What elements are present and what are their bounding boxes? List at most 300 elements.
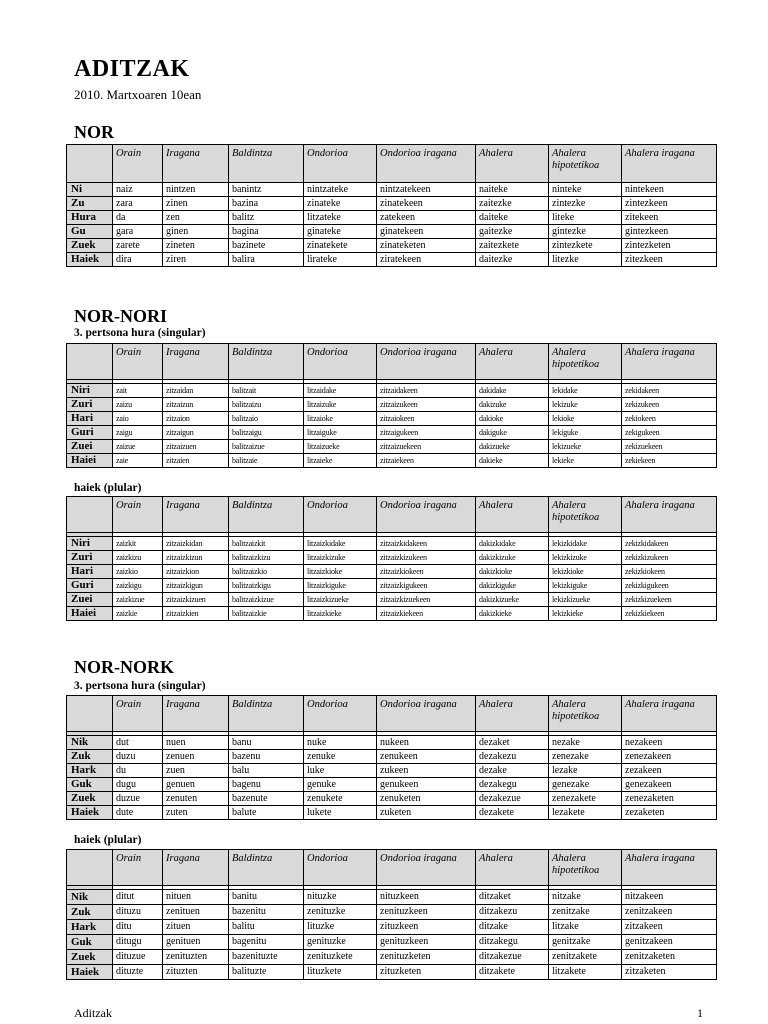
verb-form-cell: zitzaizuekeen [377, 440, 476, 454]
verb-form-cell: zitzaiokeen [377, 412, 476, 426]
verb-form-cell: zitzaigukeen [377, 426, 476, 440]
column-header: Iragana [163, 696, 229, 732]
verb-form-cell: ditzakegu [476, 935, 549, 950]
verb-form-cell: litzaizkizueke [304, 593, 377, 607]
verb-form-cell: balitzaizkigu [229, 579, 304, 593]
verb-form-cell: litzaizkizuke [304, 551, 377, 565]
verb-form-cell: dakizkieke [476, 607, 549, 621]
verb-form-cell: dakizkizuke [476, 551, 549, 565]
verb-form-cell: naiteke [476, 183, 549, 197]
verb-form-cell: gintezkeen [622, 225, 717, 239]
verb-form-cell: zekizkiokeen [622, 565, 717, 579]
verb-form-cell: nuen [163, 736, 229, 750]
verb-form-cell: zitezkeen [622, 253, 717, 267]
verb-form-cell: nukeen [377, 736, 476, 750]
verb-form-cell: zekizukeen [622, 398, 717, 412]
verb-form-cell: zenitzakeen [622, 905, 717, 920]
verb-form-cell: zintezkete [549, 239, 622, 253]
document-title: ADITZAK [74, 56, 190, 82]
verb-form-cell: dugu [113, 778, 163, 792]
column-header: Ondorioa [304, 344, 377, 380]
verb-form-cell: zitzaiekeen [377, 454, 476, 468]
column-header: Ahalera iragana [622, 497, 717, 533]
row-label: Zuei [67, 440, 113, 454]
column-header: Ondorioa iragana [377, 497, 476, 533]
column-header: Orain [113, 145, 163, 183]
table-row [67, 935, 717, 950]
verb-form-cell: litzaizkiguke [304, 579, 377, 593]
column-header: Baldintza [229, 850, 304, 886]
row-label: Zuk [67, 750, 113, 764]
verb-form-cell: zaitezkete [476, 239, 549, 253]
verb-form-cell: nuke [304, 736, 377, 750]
verb-form-cell: nitzakeen [622, 890, 717, 905]
column-header: Orain [113, 497, 163, 533]
verb-form-cell: zineten [163, 239, 229, 253]
verb-form-cell: bazenituzte [229, 950, 304, 965]
row-label: Ni [67, 183, 113, 197]
table-row [67, 565, 717, 579]
verb-form-cell: du [113, 764, 163, 778]
verb-form-cell: luke [304, 764, 377, 778]
table-row [67, 211, 717, 225]
verb-form-cell: daiteke [476, 211, 549, 225]
verb-form-cell: zen [163, 211, 229, 225]
verb-form-cell: zitzaizkion [163, 565, 229, 579]
verb-form-cell: zukeen [377, 764, 476, 778]
verb-form-cell: zenuketen [377, 792, 476, 806]
verb-form-cell: genitzakeen [622, 935, 717, 950]
verb-form-cell: lekizkizueke [549, 593, 622, 607]
verb-form-cell: balira [229, 253, 304, 267]
column-header: Ahalera [476, 497, 549, 533]
verb-form-cell: zekiekeen [622, 454, 717, 468]
table-row [67, 537, 717, 551]
row-label: Guri [67, 579, 113, 593]
verb-form-cell: nezakeen [622, 736, 717, 750]
column-header: Orain [113, 850, 163, 886]
verb-form-cell: zinatekete [304, 239, 377, 253]
verb-form-cell: zintezke [549, 197, 622, 211]
verb-form-cell: ditzaket [476, 890, 549, 905]
column-header: Orain [113, 344, 163, 380]
verb-form-cell: balituzte [229, 965, 304, 980]
verb-form-cell: dezakete [476, 806, 549, 820]
verb-form-cell: dezake [476, 764, 549, 778]
verb-form-cell: zitzaizuen [163, 440, 229, 454]
row-label: Zuek [67, 239, 113, 253]
table-row [67, 412, 717, 426]
label-nor-nork-singular: 3. pertsona hura (singular) [74, 680, 206, 692]
verb-form-cell: dezaket [476, 736, 549, 750]
verb-form-cell: dira [113, 253, 163, 267]
label-nor-nori-plural: haiek (plular) [74, 482, 142, 494]
verb-form-cell: zenezakeen [622, 750, 717, 764]
verb-form-cell: balitzaio [229, 412, 304, 426]
verb-form-cell: zinen [163, 197, 229, 211]
table-row [67, 197, 717, 211]
verb-form-cell: bagina [229, 225, 304, 239]
verb-form-cell: lekizkizuke [549, 551, 622, 565]
row-label: Gu [67, 225, 113, 239]
verb-form-cell: lekieke [549, 454, 622, 468]
row-label: Nik [67, 890, 113, 905]
verb-form-cell: zaitezke [476, 197, 549, 211]
footer-label: Aditzak [74, 1006, 112, 1020]
verb-form-cell: zenituen [163, 905, 229, 920]
label-nor-nori-singular: 3. pertsona hura (singular) [74, 327, 206, 339]
row-label: Zu [67, 197, 113, 211]
row-label: Guk [67, 778, 113, 792]
verb-form-cell: lekizueke [549, 440, 622, 454]
verb-form-cell: zenituzkeen [377, 905, 476, 920]
verb-form-cell: zintezketen [622, 239, 717, 253]
verb-form-cell: genezakeen [622, 778, 717, 792]
verb-form-cell: dakizkizueke [476, 593, 549, 607]
table-row [67, 225, 717, 239]
verb-form-cell: balute [229, 806, 304, 820]
verb-form-cell: genituzke [304, 935, 377, 950]
verb-form-cell: balitzaizkie [229, 607, 304, 621]
table-row [67, 398, 717, 412]
column-header: Ondorioa iragana [377, 145, 476, 183]
verb-form-cell: dituzu [113, 905, 163, 920]
section-heading-nor-nork: NOR-NORK [74, 657, 174, 677]
verb-form-cell: dakiguke [476, 426, 549, 440]
column-header: Iragana [163, 497, 229, 533]
verb-form-cell: da [113, 211, 163, 225]
table-row [67, 764, 717, 778]
verb-form-cell: bazenitu [229, 905, 304, 920]
verb-form-cell: bazenute [229, 792, 304, 806]
row-label: Zuei [67, 593, 113, 607]
verb-form-cell: zitzaizkiekeen [377, 607, 476, 621]
row-label: Hark [67, 764, 113, 778]
verb-form-cell: lekioke [549, 412, 622, 426]
verb-form-cell: zenitzakete [549, 950, 622, 965]
verb-form-cell: lirateke [304, 253, 377, 267]
column-header: Ahalera hipotetikoa [549, 344, 622, 380]
verb-form-cell: lekiguke [549, 426, 622, 440]
column-header: Ahalera iragana [622, 696, 717, 732]
verb-form-cell: banitu [229, 890, 304, 905]
verb-form-cell: dezakezue [476, 792, 549, 806]
verb-form-cell: genuen [163, 778, 229, 792]
verb-form-cell: dakieke [476, 454, 549, 468]
verb-form-cell: litzaizkioke [304, 565, 377, 579]
column-header: Baldintza [229, 344, 304, 380]
verb-form-cell: dezakegu [476, 778, 549, 792]
table-row [67, 778, 717, 792]
row-label: Zuek [67, 950, 113, 965]
table-row [67, 905, 717, 920]
table-nor [66, 144, 717, 267]
table-nor-nork-singular [66, 695, 717, 820]
section-heading-nor: NOR [74, 122, 114, 142]
verb-form-cell: zenezakete [549, 792, 622, 806]
verb-form-cell: zitzaizkizukeen [377, 551, 476, 565]
column-header: Ondorioa [304, 497, 377, 533]
row-label: Haiei [67, 454, 113, 468]
verb-form-cell: zitekeen [622, 211, 717, 225]
verb-form-cell: bazenu [229, 750, 304, 764]
verb-form-cell: ginen [163, 225, 229, 239]
verb-form-cell: zinateketen [377, 239, 476, 253]
table-row [67, 965, 717, 980]
row-label: Niri [67, 384, 113, 398]
verb-form-cell: zitzaizun [163, 398, 229, 412]
column-header: Ahalera hipotetikoa [549, 497, 622, 533]
verb-form-cell: zintezkeen [622, 197, 717, 211]
verb-form-cell: ditzake [476, 920, 549, 935]
verb-form-cell: genituen [163, 935, 229, 950]
row-label: Haiei [67, 607, 113, 621]
verb-form-cell: lezakete [549, 806, 622, 820]
row-label: Zuk [67, 905, 113, 920]
verb-form-cell: zatekeen [377, 211, 476, 225]
verb-form-cell: zekigukeen [622, 426, 717, 440]
verb-form-cell: dakizueke [476, 440, 549, 454]
verb-form-cell: zenezake [549, 750, 622, 764]
verb-form-cell: ditzakezue [476, 950, 549, 965]
header-corner [67, 344, 113, 380]
verb-form-cell: zitzaizukeen [377, 398, 476, 412]
verb-form-cell: lekizkieke [549, 607, 622, 621]
table-row [67, 239, 717, 253]
header-corner [67, 497, 113, 533]
column-header: Ondorioa [304, 696, 377, 732]
column-header: Baldintza [229, 145, 304, 183]
verb-form-cell: zituzketen [377, 965, 476, 980]
verb-form-cell: nintzateke [304, 183, 377, 197]
column-header: Ahalera [476, 850, 549, 886]
verb-form-cell: zitzaidakeen [377, 384, 476, 398]
verb-form-cell: ditugu [113, 935, 163, 950]
table-row [67, 579, 717, 593]
row-label: Haiek [67, 965, 113, 980]
verb-form-cell: zitzaidan [163, 384, 229, 398]
label-nor-nork-plural: haiek (plular) [74, 834, 142, 846]
verb-form-cell: balitzaizkit [229, 537, 304, 551]
row-label: Zuri [67, 398, 113, 412]
verb-form-cell: lekizkioke [549, 565, 622, 579]
row-label: Zuri [67, 551, 113, 565]
verb-form-cell: genuke [304, 778, 377, 792]
table-nor-nork-plural [66, 849, 717, 980]
verb-form-cell: zaizu [113, 398, 163, 412]
verb-form-cell: zaizkio [113, 565, 163, 579]
verb-form-cell: zinateke [304, 197, 377, 211]
column-header: Ondorioa iragana [377, 696, 476, 732]
table-row [67, 950, 717, 965]
verb-form-cell: zenuke [304, 750, 377, 764]
verb-form-cell: dut [113, 736, 163, 750]
verb-form-cell: lituzkete [304, 965, 377, 980]
verb-form-cell: litzake [549, 920, 622, 935]
verb-form-cell: lezake [549, 764, 622, 778]
table-row [67, 806, 717, 820]
verb-form-cell: lekizkidake [549, 537, 622, 551]
verb-form-cell: zitzaizkien [163, 607, 229, 621]
table-nor-nori-singular [66, 343, 717, 468]
verb-form-cell: zituzkeen [377, 920, 476, 935]
verb-form-cell: duzue [113, 792, 163, 806]
verb-form-cell: zekizuekeen [622, 440, 717, 454]
verb-form-cell: balitzaigu [229, 426, 304, 440]
header-corner [67, 145, 113, 183]
verb-form-cell: balitzaizue [229, 440, 304, 454]
row-label: Zuek [67, 792, 113, 806]
column-header: Ahalera iragana [622, 145, 717, 183]
verb-form-cell: dezakezu [476, 750, 549, 764]
verb-form-cell: nituen [163, 890, 229, 905]
verb-form-cell: zenitzake [549, 905, 622, 920]
verb-form-cell: ditzakezu [476, 905, 549, 920]
verb-form-cell: zitzaien [163, 454, 229, 468]
row-label: Haiek [67, 253, 113, 267]
verb-form-cell: dute [113, 806, 163, 820]
verb-form-cell: zekizkigukeen [622, 579, 717, 593]
verb-form-cell: lukete [304, 806, 377, 820]
verb-form-cell: genukeen [377, 778, 476, 792]
table-row [67, 607, 717, 621]
verb-form-cell: litzaizueke [304, 440, 377, 454]
verb-form-cell: litzaieke [304, 454, 377, 468]
document-date: 2010. Martxoaren 10ean [74, 87, 202, 102]
verb-form-cell: zekidakeen [622, 384, 717, 398]
verb-form-cell: banu [229, 736, 304, 750]
verb-form-cell: gaitezke [476, 225, 549, 239]
verb-form-cell: zekizkidakeen [622, 537, 717, 551]
verb-form-cell: balitu [229, 920, 304, 935]
row-label: Niri [67, 537, 113, 551]
verb-form-cell: zenituzketen [377, 950, 476, 965]
row-label: Haiek [67, 806, 113, 820]
verb-form-cell: genitzake [549, 935, 622, 950]
table-row [67, 792, 717, 806]
verb-form-cell: zitzaizkizun [163, 551, 229, 565]
verb-form-cell: naiz [113, 183, 163, 197]
verb-form-cell: zenukete [304, 792, 377, 806]
header-corner [67, 850, 113, 886]
verb-form-cell: daitezke [476, 253, 549, 267]
verb-form-cell: dakidake [476, 384, 549, 398]
table-row [67, 750, 717, 764]
verb-form-cell: zaie [113, 454, 163, 468]
verb-form-cell: ginateke [304, 225, 377, 239]
column-header: Ondorioa [304, 850, 377, 886]
verb-form-cell: zitzaizkizuekeen [377, 593, 476, 607]
row-label: Nik [67, 736, 113, 750]
verb-form-cell: zituzten [163, 965, 229, 980]
verb-form-cell: zitzaketen [622, 965, 717, 980]
verb-form-cell: zuten [163, 806, 229, 820]
verb-form-cell: zaizkit [113, 537, 163, 551]
verb-form-cell: balitz [229, 211, 304, 225]
verb-form-cell: dituzue [113, 950, 163, 965]
verb-form-cell: zenituzkete [304, 950, 377, 965]
verb-form-cell: zaizkizue [113, 593, 163, 607]
verb-form-cell: nitzake [549, 890, 622, 905]
verb-form-cell: balitzaie [229, 454, 304, 468]
verb-form-cell: zara [113, 197, 163, 211]
verb-form-cell: genezake [549, 778, 622, 792]
verb-form-cell: zezakeen [622, 764, 717, 778]
verb-form-cell: zitzaizkidan [163, 537, 229, 551]
row-label: Hark [67, 920, 113, 935]
verb-form-cell: zenuen [163, 750, 229, 764]
column-header: Ondorioa [304, 145, 377, 183]
row-label: Guk [67, 935, 113, 950]
verb-form-cell: zitzakeen [622, 920, 717, 935]
verb-form-cell: zituen [163, 920, 229, 935]
verb-form-cell: zarete [113, 239, 163, 253]
verb-form-cell: zaizkigu [113, 579, 163, 593]
verb-form-cell: zenuten [163, 792, 229, 806]
column-header: Ahalera [476, 145, 549, 183]
verb-form-cell: litzaidake [304, 384, 377, 398]
verb-form-cell: lekizkiguke [549, 579, 622, 593]
verb-form-cell: zenukeen [377, 750, 476, 764]
column-header: Ondorioa iragana [377, 850, 476, 886]
verb-form-cell: ditu [113, 920, 163, 935]
page-number: 1 [697, 1006, 703, 1020]
column-header: Ahalera [476, 696, 549, 732]
verb-form-cell: zitzaigun [163, 426, 229, 440]
verb-form-cell: zaigu [113, 426, 163, 440]
verb-form-cell: litzaioke [304, 412, 377, 426]
verb-form-cell: litzaizkieke [304, 607, 377, 621]
verb-form-cell: zitzaizkidakeen [377, 537, 476, 551]
table-row [67, 593, 717, 607]
table-row [67, 183, 717, 197]
verb-form-cell: balitzaizu [229, 398, 304, 412]
verb-form-cell: dakizkidake [476, 537, 549, 551]
verb-form-cell: zekizkizuekeen [622, 593, 717, 607]
verb-form-cell: gara [113, 225, 163, 239]
verb-form-cell: bazina [229, 197, 304, 211]
verb-form-cell: zaizkizu [113, 551, 163, 565]
verb-form-cell: zenituzten [163, 950, 229, 965]
column-header: Ahalera hipotetikoa [549, 696, 622, 732]
verb-form-cell: zaizue [113, 440, 163, 454]
verb-form-cell: zitzaizkizuen [163, 593, 229, 607]
verb-form-cell: nintekeen [622, 183, 717, 197]
verb-form-cell: nezake [549, 736, 622, 750]
verb-form-cell: litzaizkidake [304, 537, 377, 551]
column-header: Ondorioa iragana [377, 344, 476, 380]
column-header: Ahalera [476, 344, 549, 380]
table-row [67, 454, 717, 468]
verb-form-cell: zenituzke [304, 905, 377, 920]
column-header: Iragana [163, 344, 229, 380]
verb-form-cell: litzakete [549, 965, 622, 980]
column-header: Ahalera hipotetikoa [549, 850, 622, 886]
section-heading-nor-nori: NOR-NORI [74, 306, 167, 326]
table-row [67, 551, 717, 565]
verb-form-cell: ninteke [549, 183, 622, 197]
verb-form-cell: dakioke [476, 412, 549, 426]
verb-form-cell: litzaizuke [304, 398, 377, 412]
verb-form-cell: dakizkioke [476, 565, 549, 579]
verb-form-cell: zekizkizukeen [622, 551, 717, 565]
verb-form-cell: nituzke [304, 890, 377, 905]
table-row [67, 890, 717, 905]
verb-form-cell: lekidake [549, 384, 622, 398]
row-label: Guri [67, 426, 113, 440]
verb-form-cell: balitzaizkizu [229, 551, 304, 565]
verb-form-cell: liteke [549, 211, 622, 225]
